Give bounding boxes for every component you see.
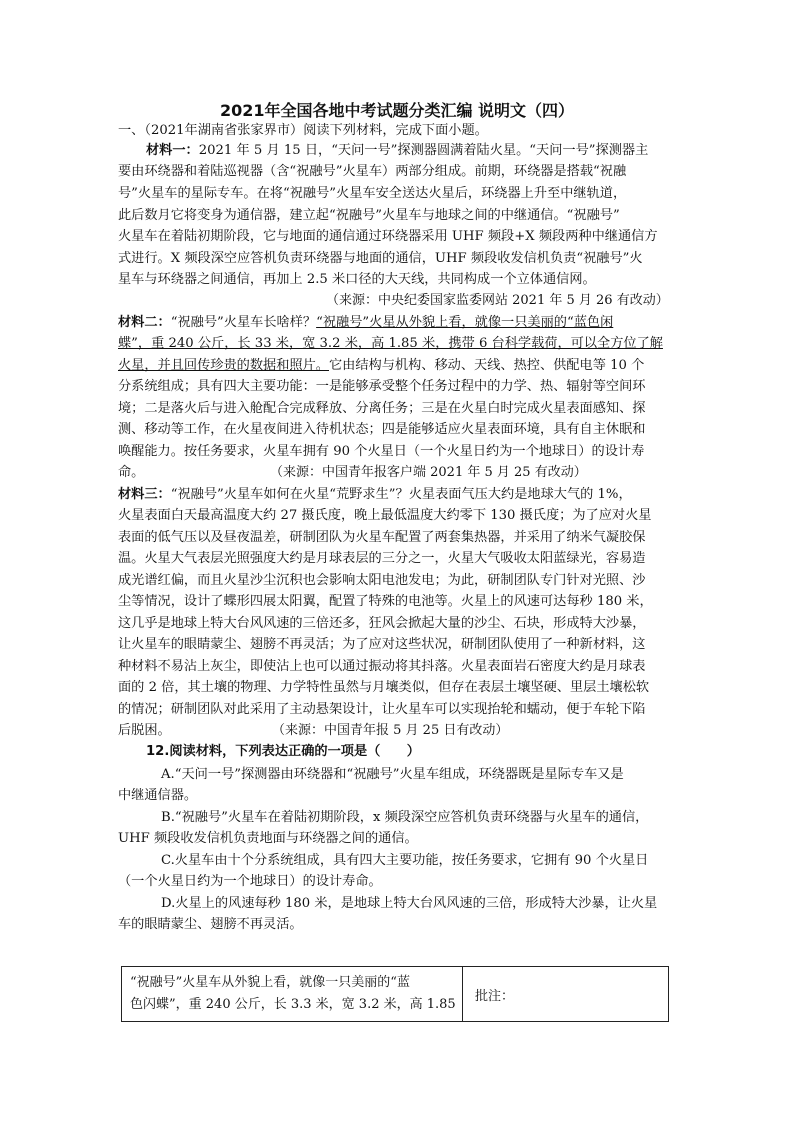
material1-text: 2021 年 5 月 15 日，“天问一号”探测器圆满着陆火星。“天问一号”探测器主: [198, 143, 649, 158]
material2-line1: [118, 313, 613, 333]
material3-line: 面的 2 倍，其土壤的物理、力学特性虽然与月壤类似，但存在表层土壤坚硬、里层土壤松软: [118, 680, 650, 695]
option-c: C.火星车由十个分系统组成，具有四大主要功能，按任务要求，它拥有 90 个火星日: [161, 853, 649, 868]
option-b: B.“祝融号”火星车在着陆初期阶段，x 频段深空应答机负责环绕器与火星车的通信，: [161, 810, 649, 825]
material3-line: 的情况；研制团队对此采用了主动悬架设计，让火星车可以实现抬轮和蠕动，便于车轮下陷: [118, 702, 646, 717]
material1-line: 要由环绕器和着陆巡视器（含“祝融号”火星车）两部分组成。前期，环绕器是搭载“祝融: [118, 164, 627, 179]
material2-line3: [118, 356, 644, 376]
option-d: D.火星上的风速每秒 180 米，是地球上特大台风风速的三倍，形成特大沙暴，让火星: [161, 896, 658, 911]
option-a-cont: 中继通信器。: [118, 788, 198, 803]
material2-underlined-line: 蝶”，重 240 公斤，长 33 米，宽 3.2 米，高 1.85 米，携带 6 台科学载荷，可以全方位了解: [118, 336, 663, 351]
material2-underlined-text: “祝融号”火星从外貌上看，就像一只美丽的“蓝色闲: [316, 315, 614, 330]
material2-line: 唤醒能力。按任务要求，火星车拥有 90 个火星日（一个火星日约为一个地球日）的设计寿: [118, 444, 645, 459]
annotation-quote-cell: [122, 967, 463, 1022]
material1-label: 材料一：: [146, 143, 199, 158]
material1-line1: [146, 141, 648, 161]
material3-line: 让火星车的眼睛蒙尘、翅膀不再灵活；为了应对这些状况，研制团队使用了一种新材料，这: [118, 637, 646, 652]
material1-line: 此后数月它将变身为通信器，建立起“祝融号”火星车与地球之间的中继通信。“祝融号”: [118, 208, 620, 223]
option-d-cont: 车的眼睛蒙尘、翅膀不再灵活。: [118, 917, 303, 932]
question-stem: 12.阅读材料，下列表达正确的一项是（ ）: [146, 744, 420, 759]
material3-label: 材料三：: [118, 487, 171, 502]
material3-source: （来源：中国青年报 5 月 25 日有改动）: [272, 723, 509, 738]
material2-label: 材料二：: [118, 315, 171, 330]
option-b-cont: UHF 频段收发信机负责地面与环绕器之间的通信。: [118, 831, 418, 846]
material2-underlined-text: 火星，并且回传珍贵的数据和照片。: [118, 358, 329, 373]
annotation-note-cell[interactable]: [463, 967, 669, 1022]
material3-line: 种材料不易沾上灰尘，即使沾上也可以通过振动将其抖落。火星表面岩石密度大约是月球表: [118, 659, 646, 674]
material2-last-line: 命。: [118, 465, 145, 480]
material3-line: 火星表面白天最高温度大约 27 摄氏度，晚上最低温度大约零下 130 摄氏度；为了应对火星: [118, 508, 652, 523]
material1-line: 号”火星车的星际专车。在将“祝融号”火星车安全送达火星后，环绕器上升至中继轨道，: [118, 186, 627, 201]
annotation-quote-line: 色闪蝶”，重 240 公斤，长 3.3 米，宽 3.2 米，高 1.85: [130, 997, 456, 1012]
annotation-quote-line: “祝融号”火星车从外貌上看，就像一只美丽的“蓝: [130, 975, 410, 990]
material2-text: 它由结构与机构、移动、天线、热控、供配电等 10 个: [329, 358, 645, 373]
material1-line: 火星车在着陆初期阶段，它与地面的通信通过环绕器采用 UHF 频段+X 频段两种中继通信方: [118, 229, 658, 244]
material3-line: 温。火星大气表层光照强度大约是月球表层的三分之一，火星大气吸收太阳蓝绿光，容易造: [118, 551, 646, 566]
material3-line: 成光谱红偏，而且火星沙尘沉积也会影响太阳电池发电；为此，研制团队专门针对光照、沙: [118, 573, 646, 588]
document-title: 2021年全国各地中考试题分类汇编 说明文（四）: [219, 101, 575, 120]
material3-line1: [118, 485, 632, 505]
material2-source: （来源：中国青年报客户端 2021 年 5 月 25 有改动）: [270, 465, 587, 480]
section-heading: 一、（2021年湖南省张家界市）阅读下列材料，完成下面小题。: [118, 123, 488, 138]
material3-line: 表面的低气压以及昼夜温差，研制团队为火星车配置了两套集热器，并采用了纳米气凝胶保: [118, 530, 646, 545]
material3-line: 这几乎是地球上特大台风风速的三倍还多，狂风会掀起大量的沙尘、石块，形成特大沙暴，: [118, 616, 646, 631]
material1-source: （来源：中央纪委国家监委网站 2021 年 5 月 26 有改动）: [326, 293, 669, 308]
option-c-cont: （一个火星日约为一个地球日）的设计寿命。: [118, 874, 382, 889]
material3-line: 尘等情况，设计了蝶形四展太阳翼，配置了特殊的电池等。火星上的风速可达每秒 180 米，: [118, 594, 653, 609]
material3-text: “祝融号”火星车如何在火星“荒野求生”？火星表面气压大约是地球大气的 1%，: [170, 487, 632, 502]
material3-last-line: 后脱困。: [118, 723, 171, 738]
material2-text: “祝融号”火星车长啥样？: [170, 315, 317, 330]
annotation-label: 批注：: [475, 988, 515, 1004]
option-a: A.“天问一号”探测器由环绕器和“祝融号”火星车组成，环绕器既是星际专车又是: [161, 767, 624, 782]
annotation-table: [121, 966, 669, 1022]
material1-line: 式进行。X 频段深空应答机负责环绕器与地面的通信，UHF 频段收发信机负责“祝融号”火: [118, 251, 643, 266]
material2-line: 境；二是落火后与进入舱配合完成释放、分离任务；三是在火星白时完成火星表面感知、探: [118, 401, 646, 416]
material2-line: 测、移动等工作，在火星夜间进入待机状态；四是能够适应火星表面环境，具有自主休眠和: [118, 422, 646, 437]
material1-line: 星车与环绕器之间通信，再加上 2.5 米口径的大天线，共同构成一个立体通信网。: [118, 272, 596, 287]
material2-line: 分系统组成；具有四大主要功能：一是能够承受整个任务过程中的力学、热、辐射等空间环: [118, 379, 646, 394]
